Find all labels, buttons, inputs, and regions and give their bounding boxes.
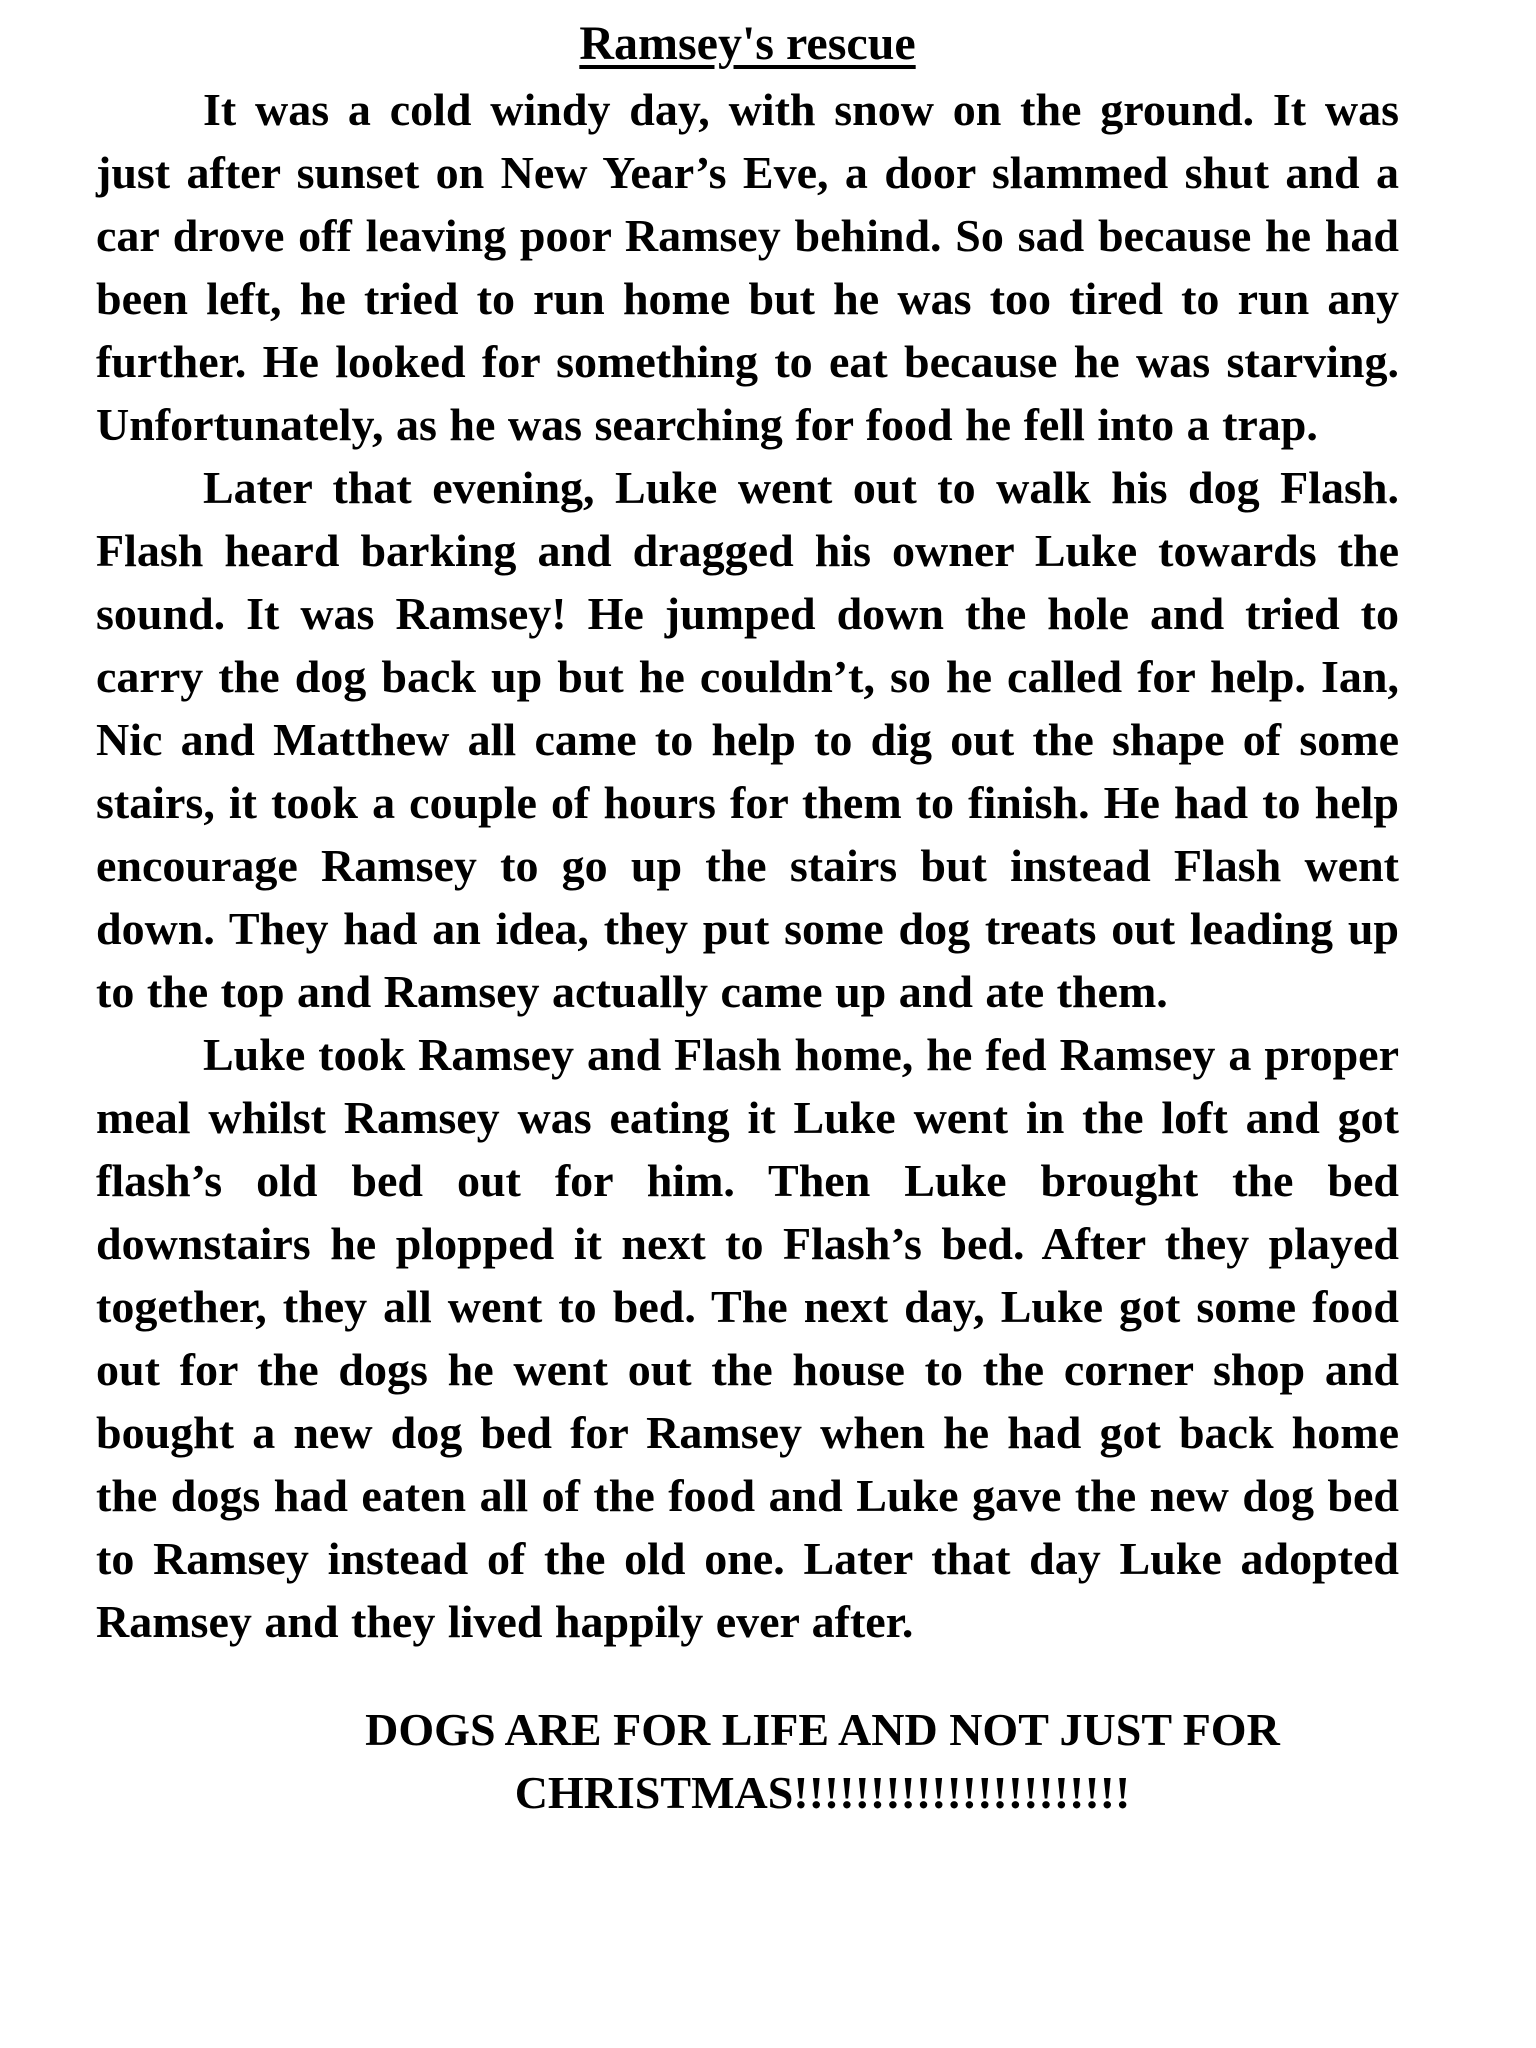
footer-slogan-line-1: DOGS ARE FOR LIFE AND NOT JUST FOR xyxy=(365,1704,1280,1755)
story-paragraph-2: Later that evening, Luke went out to walk his dog Flash. Flash heard barking and dragged his owner Luke towards the sound. It was Ramsey! He jumped down the hole and tried to carry the dog back up but he couldn’t, so he called for help. Ian, Nic and Matthew all came to help to dig out the shape of some stairs, it took a couple of hours for them to finish. He had to help encourage Ramsey to go up the stairs but instead Flash went down. They had an idea, they put some dog treats out leading up to the top and Ramsey actually came up and ate them. xyxy=(96,462,1399,1017)
page-title: Ramsey's rescue xyxy=(579,17,916,70)
footer-slogan xyxy=(246,1698,1399,1824)
footer-slogan-line-2: CHRISTMAS!!!!!!!!!!!!!!!!!!!!!! xyxy=(514,1767,1131,1818)
story-paragraph-1: It was a cold windy day, with snow on the ground. It was just after sunset on New Year’s Eve, a door slammed shut and a car drove off leaving poor Ramsey behind. So sad because he had been left, he tried to run home but he was too tired to run any further. He looked for something to eat because he was starving. Unfortunately, as he was searching for food he fell into a trap. xyxy=(96,84,1399,450)
story-paragraph-3: Luke took Ramsey and Flash home, he fed Ramsey a proper meal whilst Ramsey was eating it Luke went in the loft and got flash’s old bed out for him. Then Luke brought the bed downstairs he plopped it next to Flash’s bed. After they played together, they all went to bed. The next day, Luke got some food out for the dogs he went out the house to the corner shop and bought a new dog bed for Ramsey when he had got back home the dogs had eaten all of the food and Luke gave the new dog bed to Ramsey instead of the old one. Later that day Luke adopted Ramsey and they lived happily ever after. xyxy=(96,1029,1399,1647)
